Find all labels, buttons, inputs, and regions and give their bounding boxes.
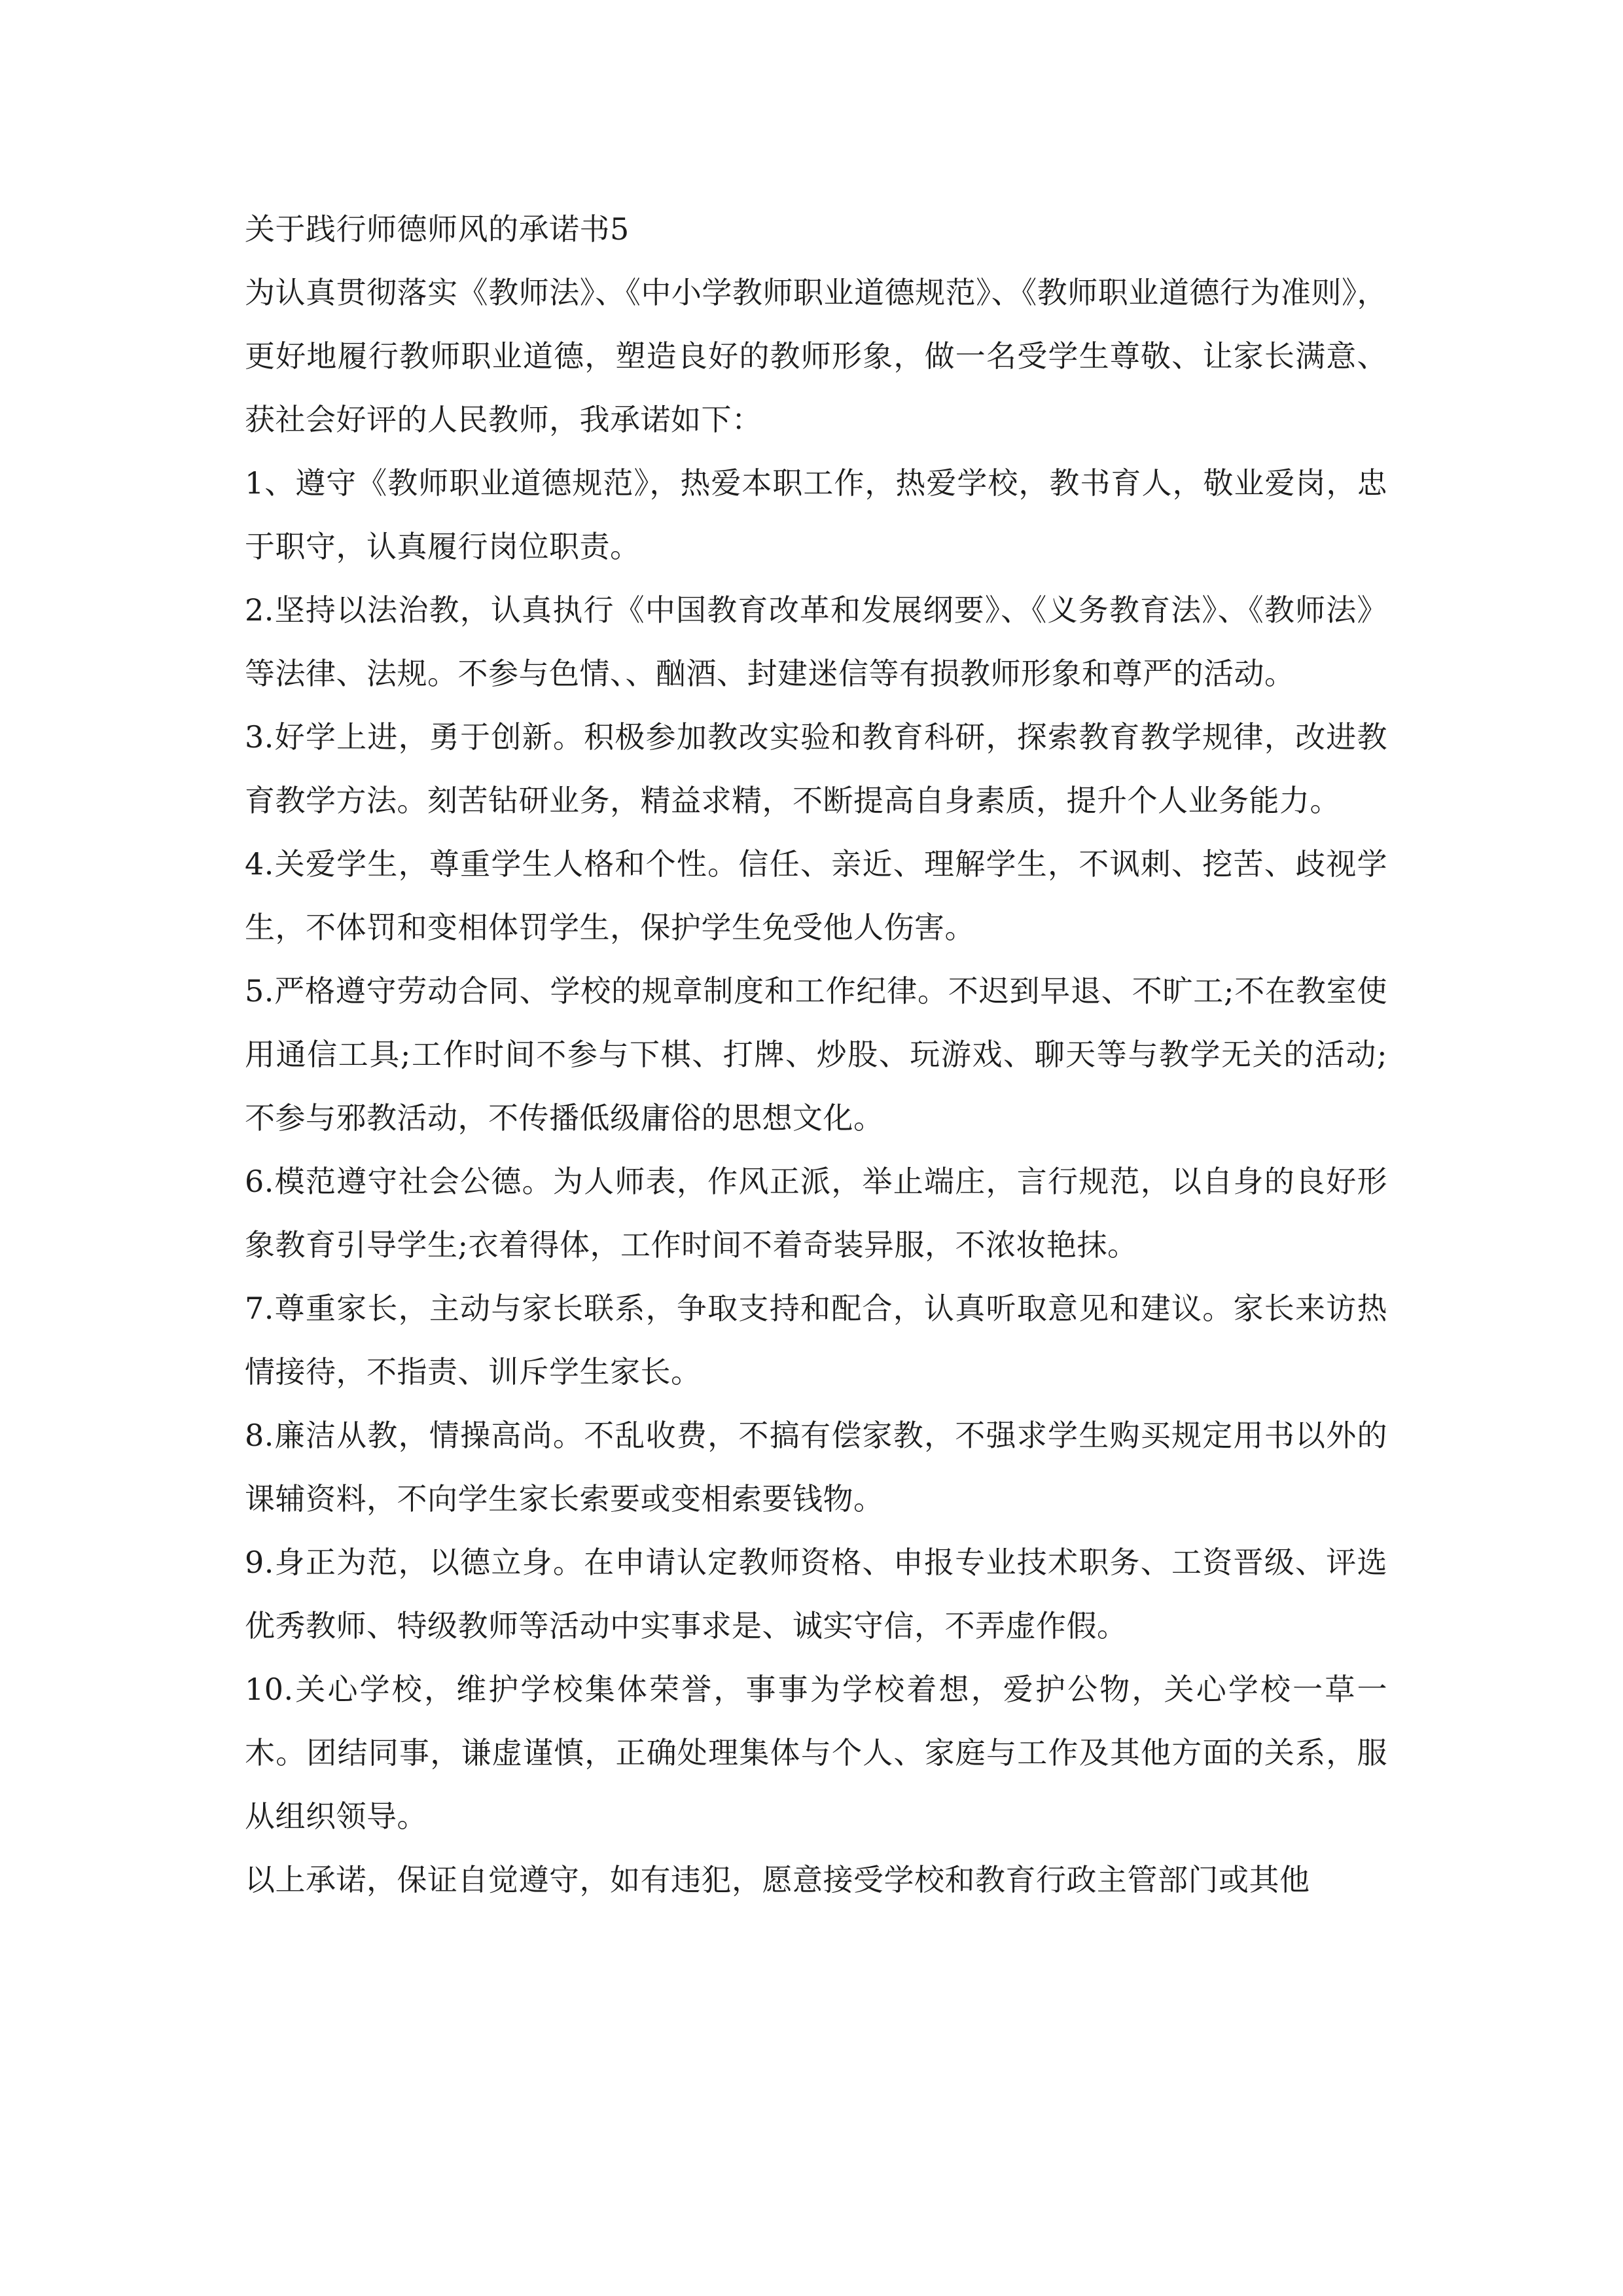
pledge-item-7: 7.尊重家长，主动与家长联系，争取支持和配合，认真听取意见和建议。家长来访热情接待，不指责、训斥学生家长。 [245,1291,1387,1390]
pledge-item-4: 4.关爱学生，尊重学生人格和个性。信任、亲近、理解学生，不讽刺、挖苦、歧视学生，不体罚和变相体罚学生，保护学生免受他人伤害。 [245,846,1387,945]
pledge-item-2: 2.坚持以法治教，认真执行《中国教育改革和发展纲要》、《义务教育法》、《教师法》等法律、法规。不参与色情、、酗酒、封建迷信等有损教师形象和尊严的活动。 [245,592,1387,691]
pledge-item-3: 3.好学上进，勇于创新。积极参加教改实验和教育科研，探索教育教学规律，改进教育教学方法。刻苦钻研业务，精益求精，不断提高自身素质，提升个人业务能力。 [245,719,1387,818]
closing-paragraph: 以上承诺，保证自觉遵守，如有违犯，愿意接受学校和教育行政主管部门或其他 [245,1862,1310,1897]
pledge-item-5: 5.严格遵守劳动合同、学校的规章制度和工作纪律。不迟到早退、不旷工;不在教室使用通信工具;工作时间不参与下棋、打牌、炒股、玩游戏、聊天等与教学无关的活动;不参与邪教活动，不传播低级庸俗的思想文化。 [245,973,1387,1136]
pledge-item-8: 8.廉洁从教，情操高尚。不乱收费，不搞有偿家教，不强求学生购买规定用书以外的课辅资料，不向学生家长索要或变相索要钱物。 [245,1418,1387,1516]
intro-paragraph: 为认真贯彻落实《教师法》、《中小学教师职业道德规范》、《教师职业道德行为准则》，更好地履行教师职业道德，塑造良好的教师形象，做一名受学生尊敬、让家长满意、获社会好评的人民教师，我承诺如下： [245,275,1387,437]
document-title: 关于践行师德师风的承诺书5 [245,211,630,247]
document-body [245,198,1387,1912]
pledge-item-9: 9.身正为范，以德立身。在申请认定教师资格、申报专业技术职务、工资晋级、评选优秀教师、特级教师等活动中实事求是、诚实守信，不弄虚作假。 [245,1545,1387,1643]
pledge-item-1: 1、遵守《教师职业道德规范》，热爱本职工作，热爱学校，教书育人，敬业爱岗，忠于职守，认真履行岗位职责。 [245,465,1387,564]
pledge-item-10: 10.关心学校，维护学校集体荣誉，事事为学校着想，爱护公物，关心学校一草一木。团结同事，谦虚谨慎，正确处理集体与个人、家庭与工作及其他方面的关系，服从组织领导。 [245,1672,1387,1834]
pledge-item-6: 6.模范遵守社会公德。为人师表，作风正派，举止端庄，言行规范，以自身的良好形象教育引导学生;衣着得体，工作时间不着奇装异服，不浓妆艳抹。 [245,1164,1387,1263]
